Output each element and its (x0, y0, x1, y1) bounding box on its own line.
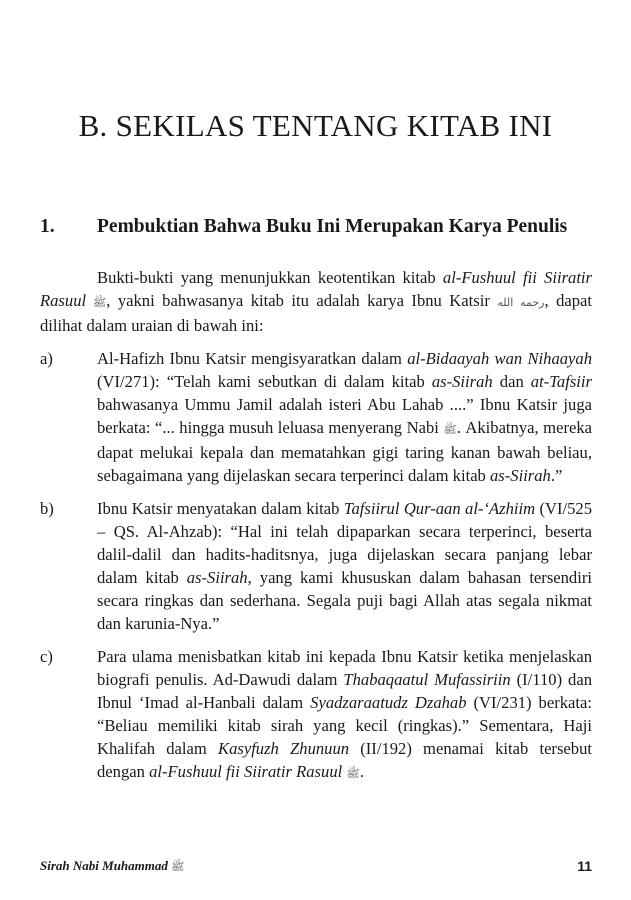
italic-title: Tafsiirul Qur-aan al-‘Azhiim (343, 499, 536, 518)
text-run: . Akibatnya, mereka dapat melukai kepala dan mematahkan gigi taring kanan bawah beliau, sebagaimana yang dijelaskan secara terperinci dalam kitab (97, 418, 593, 485)
italic-title: as-Siirah (431, 372, 493, 391)
list-item-text (97, 645, 592, 785)
list-label: b) (40, 499, 54, 518)
section-heading-text: Pembuktian Bahwa Buku Ini Merupakan Karya Penulis (97, 216, 568, 237)
italic-title: Thabaqaatul Mufassiriin (343, 670, 511, 689)
list-label: a) (40, 349, 53, 368)
text-run: (VI/271): “Telah kami sebutkan di dalam kitab (97, 372, 432, 391)
text-run: dan (492, 372, 531, 391)
italic-title: as-Siirah (490, 466, 551, 485)
italic-title: at-Tafsiir (530, 372, 592, 391)
text-run: Al-Hafizh Ibnu Katsir mengisyaratkan dalam (97, 349, 408, 368)
italic-title: al-Bidaayah wan Nihaayah (407, 349, 593, 368)
honorific-symbol-icon: رحمه الله (497, 296, 545, 309)
text-run: bahwasanya Ummu Jamil adalah isteri Abu Lahab ....” Ibnu Katsir juga berkata: “... hingga musuh leluasa menyerang Nabi (97, 395, 592, 437)
italic-title: as-Siirah (186, 568, 248, 587)
list-item-b (40, 497, 592, 635)
intro-paragraph (40, 266, 592, 337)
list-item-a (40, 347, 592, 487)
list-item-text (97, 347, 592, 487)
italic-title: al-Fushuul fii Siiratir Rasuul (149, 762, 343, 781)
text-run: (I/110) dan Ibnul ‘Imad al-Hanbali dalam (97, 670, 593, 712)
text-run: .” (550, 466, 563, 485)
chapter-title: B. SEKILAS TENTANG KITAB INI (78, 108, 553, 143)
honorific-symbol-icon: ﷺ (443, 423, 457, 436)
italic-title: Kasyfuzh Zhunuun (218, 739, 350, 758)
list-item-text (97, 497, 592, 635)
salawat-symbol-icon: ﷺ (171, 860, 185, 873)
page-footer (40, 858, 592, 876)
text-run: (VI/231) berkata: “Beliau memiliki kitab sirah yang kecil (ringkas).” Sementara, Haji Khalifah dalam (97, 693, 592, 758)
text-run: , dapat dilihat dalam uraian di bawah ini: (40, 291, 592, 335)
text-run: Para ulama menisbatkan kitab ini kepada Ibnu Katsir ketika menjelaskan biografi penulis. Ad-Dawudi dalam (97, 647, 592, 689)
section-number: 1. (40, 216, 55, 237)
text-run: (II/192) menamai kitab tersebut dengan (97, 739, 592, 781)
section-heading (40, 216, 592, 238)
text-run: , yang kami khususkan dalam bahasan tersendiri secara ringkas dan sederhana. Segala puji bagi Allah atas segala nikmat dan karunia-Nya.” (97, 568, 592, 633)
honorific-symbol-icon: ﷺ (86, 296, 107, 309)
text-run: , yakni bahwasanya kitab itu adalah karya Ibnu Katsir (106, 291, 498, 310)
italic-title: al-Fushuul fii Siiratir Rasuul (40, 268, 592, 310)
page-number: 11 (577, 858, 592, 874)
list-label: c) (40, 647, 53, 666)
text-run: (VI/525 – QS. Al-Ahzab): “Hal ini telah dipaparkan secara terperinci, beserta dalil-dalil dan hadits-haditsnya, juga dijelaskan secara panjang lebar dalam kitab (97, 499, 592, 587)
italic-title: Syadzaraatudz Dzahab (310, 693, 467, 712)
text-run: Ibnu Katsir menyatakan dalam kitab (97, 499, 344, 518)
document-body (40, 266, 592, 795)
list-item-c (40, 645, 592, 785)
honorific-symbol-icon: ﷺ (346, 767, 360, 780)
footer-book-title: Sirah Nabi Muhammad (40, 858, 168, 873)
text-run: . (359, 762, 364, 781)
text-run: Bukti-bukti yang menunjukkan keotentikan kitab (97, 268, 443, 287)
